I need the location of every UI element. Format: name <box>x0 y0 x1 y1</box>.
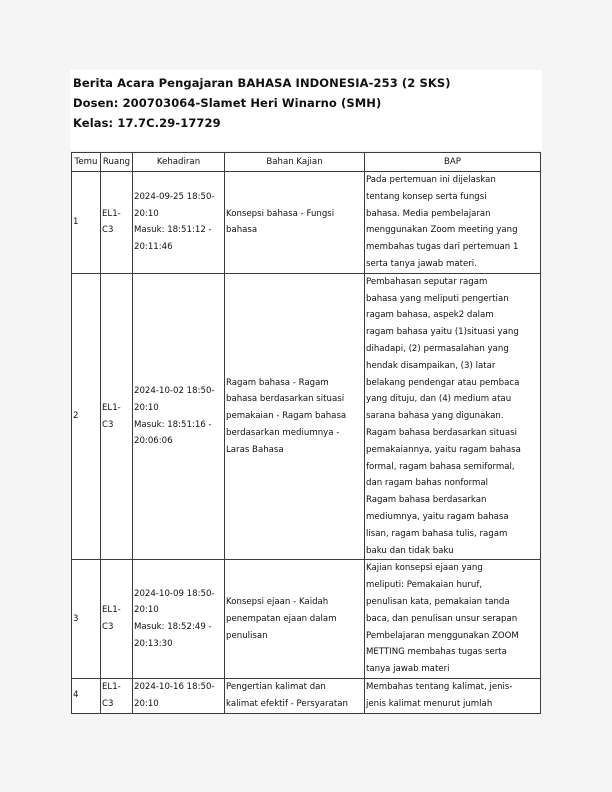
cell-ruang: EL1- C3 <box>101 273 133 560</box>
cell-temu: 2 <box>72 273 101 560</box>
cell-ruang: EL1- C3 <box>101 172 133 274</box>
table-row <box>72 560 541 679</box>
column-header-bap: BAP <box>365 153 541 172</box>
lecturer-info: Dosen: 200703064-Slamet Heri Winarno (SMH) <box>73 96 382 110</box>
document-header <box>70 70 542 150</box>
column-header-ruang: Ruang <box>101 153 133 172</box>
cell-temu: 1 <box>72 172 101 274</box>
cell-ruang: EL1- C3 <box>101 560 133 679</box>
cell-bap: Kajian konsepsi ejaan yang meliputi: Pemakaian huruf, penulisan kata, pemakaian tanda baca, dan penulisan unsur serapan Pembelajaran menggunakan ZOOM METTING membahas tugas serta tanya jawab materi <box>365 560 541 679</box>
table-header-row <box>72 153 541 172</box>
document-title: Berita Acara Pengajaran BAHASA INDONESIA-253 (2 SKS) <box>73 76 451 90</box>
cell-bahan-kajian: Konsepsi ejaan - Kaidah penempatan ejaan dalam penulisan <box>225 560 365 679</box>
class-info: Kelas: 17.7C.29-17729 <box>73 116 221 130</box>
cell-kehadiran: 2024-09-25 18:50- 20:10 Masuk: 18:51:12 - 20:11:46 <box>133 172 225 274</box>
cell-ruang: EL1- C3 <box>101 678 133 713</box>
table-row <box>72 273 541 560</box>
column-header-temu: Temu <box>72 153 101 172</box>
table-row <box>72 678 541 713</box>
cell-kehadiran: 2024-10-02 18:50- 20:10 Masuk: 18:51:16 - 20:06:06 <box>133 273 225 560</box>
cell-kehadiran: 2024-10-16 18:50- 20:10 <box>133 678 225 713</box>
cell-kehadiran: 2024-10-09 18:50- 20:10 Masuk: 18:52:49 - 20:13:30 <box>133 560 225 679</box>
column-header-kehadiran: Kehadiran <box>133 153 225 172</box>
attendance-table <box>71 152 541 714</box>
cell-temu: 3 <box>72 560 101 679</box>
column-header-bahan-kajian: Bahan Kajian <box>225 153 365 172</box>
cell-bahan-kajian: Ragam bahasa - Ragam bahasa berdasarkan situasi pemakaian - Ragam bahasa berdasarkan mediumnya - Laras Bahasa <box>225 273 365 560</box>
table-row <box>72 172 541 274</box>
cell-temu: 4 <box>72 678 101 713</box>
cell-bap: Pembahasan seputar ragam bahasa yang meliputi pengertian ragam bahasa, aspek2 dalam ragam bahasa yaitu (1)situasi yang dihadapi, (2) permasalahan yang hendak disampaikan, (3) latar belakang pendengar atau pembaca yang dituju, dan (4) medium atau sarana bahasa yang digunakan. Ragam bahasa berdasarkan situasi pemakaiannya, yaitu ragam bahasa formal, ragam bahasa semiformal, dan ragam bahas nonformal Ragam bahasa berdasarkan mediumnya, yaitu ragam bahasa lisan, ragam bahasa tulis, ragam baku dan tidak baku <box>365 273 541 560</box>
cell-bap: Pada pertemuan ini dijelaskan tentang konsep serta fungsi bahasa. Media pembelajaran menggunakan Zoom meeting yang membahas tugas dari pertemuan 1 serta tanya jawab materi. <box>365 172 541 274</box>
cell-bahan-kajian: Pengertian kalimat dan kalimat efektif - Persyaratan <box>225 678 365 713</box>
cell-bap: Membahas tentang kalimat, jenis- jenis kalimat menurut jumlah <box>365 678 541 713</box>
cell-bahan-kajian: Konsepsi bahasa - Fungsi bahasa <box>225 172 365 274</box>
